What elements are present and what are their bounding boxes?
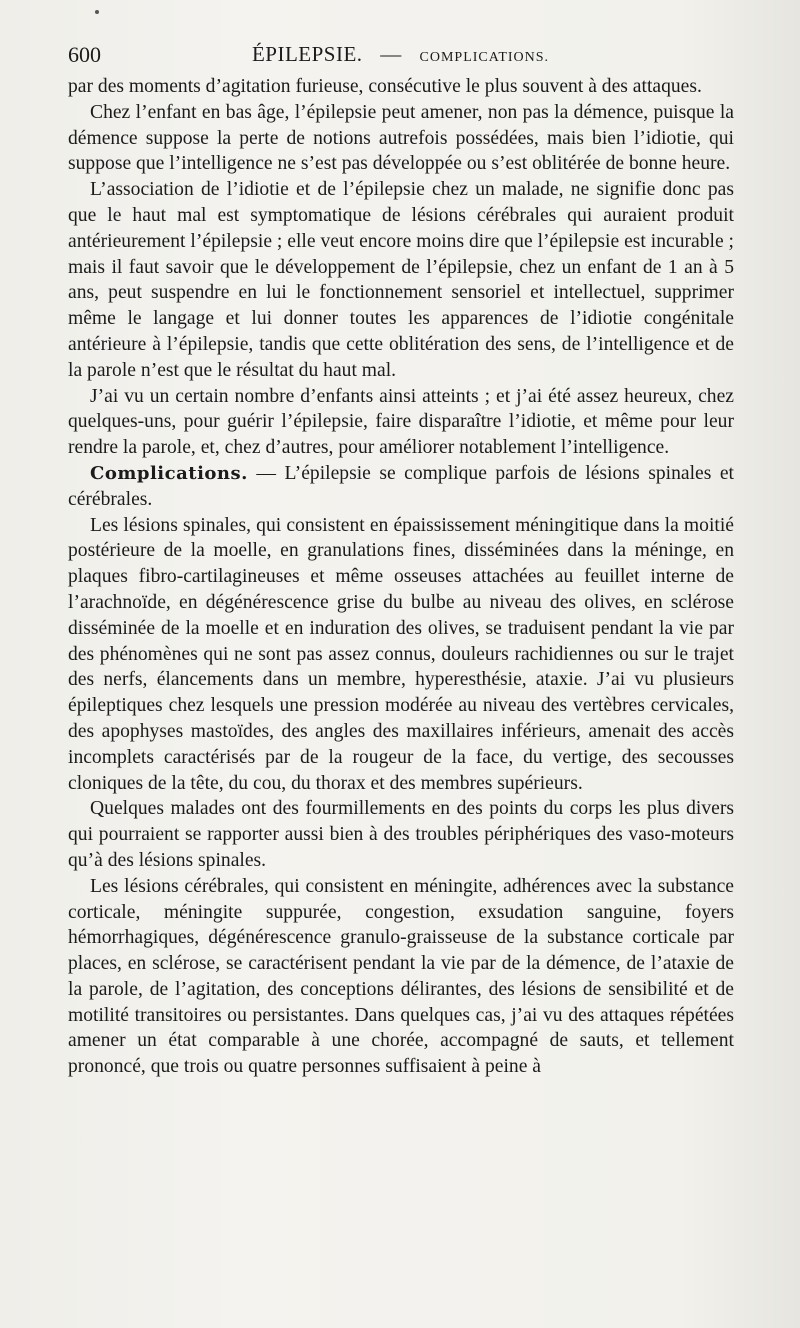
page-number: 600 — [68, 42, 101, 67]
complications-text: — L’épilepsie se complique parfois de lésions spinales et cérébrales. — [68, 462, 734, 510]
running-title-section: COMPLICATIONS. — [419, 50, 550, 65]
running-title — [68, 42, 733, 67]
print-speck — [95, 10, 99, 14]
paragraph-lesions-cerebrales: Les lésions cérébrales, qui consistent en méningite, adhérences avec la substance corticale, méningite suppurée, congestion, exsudation sanguine, foyers hémorrhagiques, dégénérescence granulo-graisseuse de la substance corticale par places, en sclérose, se caractérisent pendant la vie par de la démence, de l’ataxie de la parole, de l’agitation, des conceptions délirantes, des lésions de sensibilité et de motilité transitoires ou persistantes. Dans quelques cas, j’ai vu des attaques répétées amener un état comparable à une chorée, accompagné de sauts, et tellement prononcé, que trois ou quatre personnes suffisaient à peine à — [68, 875, 734, 1078]
section-heading: Complications. — [90, 462, 248, 484]
paragraph-fourmillements: Quelques malades ont des fourmillements en des points du corps les plus divers qui pourraient se rapporter aussi bien à des troubles périphériques des vaso-moteurs qu’à des lésions spinales. — [68, 798, 734, 871]
paragraph-observations: J’ai vu un certain nombre d’enfants ainsi atteints ; et j’ai été assez heureux, chez quelques-uns, pour guérir l’épilepsie, faire disparaître l’idiotie, et même pour leur rendre la parole, et, chez d’autres, pour améliorer notablement l’intelligence. — [68, 385, 734, 459]
paragraph-complications — [68, 461, 734, 513]
body-text — [68, 74, 734, 1080]
paragraph-lesions-spinales: Les lésions spinales, qui consistent en épaississement méningitique dans la moitié postérieure de la moelle, en granulations fines, disséminées dans la méninge, en plaques fibro-cartilagineuses et même osseuses attachées au feuillet interne de l’arachnoïde, en dégénérescence grise du bulbe au niveau des olives, en sclérose disséminée de la moelle et en induration des olives, se traduisent pendant la vie par des phénomènes qui ne sont pas assez connus, douleurs rachidiennes ou sur le trajet des nerfs, élancements dans un membre, hyperesthésie, ataxie. J’ai vu plusieurs épileptiques chez lesquels une pression modérée au niveau des vertèbres cervicales, des apophyses mastoïdes, des angles des maxillaires inférieurs, amenait des accès incomplets caractérisés par de la rougeur de la face, du vertige, des secousses cloniques de la tête, du cou, du thorax et des membres supérieurs. — [68, 514, 734, 794]
paragraph-idiotie: Chez l’enfant en bas âge, l’épilepsie peut amener, non pas la démence, puisque la démence suppose la perte de notions autrefois possédées, mais bien l’idiotie, qui suppose que l’intelligence ne s’est pas développée ou s’est oblitérée de bonne heure. — [68, 101, 734, 175]
paragraph-continuation: par des moments d’agitation furieuse, consécutive le plus souvent à des attaques. — [68, 76, 702, 97]
running-header — [68, 42, 733, 72]
running-title-main: ÉPILEPSIE. — [251, 42, 363, 66]
paragraph-association: L’association de l’idiotie et de l’épilepsie chez un malade, ne signifie donc pas que le haut mal est symptomatique de lésions cérébrales qui auraient produit antérieurement l’épilepsie ; elle veut encore moins dire que l’épilepsie est incurable ; mais il faut savoir que le développement de l’épilepsie, chez un enfant de 1 an à 5 ans, peut suspendre en lui le fonctionnement sensoriel et intellectuel, supprimer même le langage et lui donner toutes les apparences de l’idiotie congénitale antérieure à l’épilepsie, tandis que cette oblitération des sens, de l’intelligence et de la parole n’est que le résultat du haut mal. — [68, 179, 734, 381]
running-title-dash: — — [380, 42, 402, 66]
